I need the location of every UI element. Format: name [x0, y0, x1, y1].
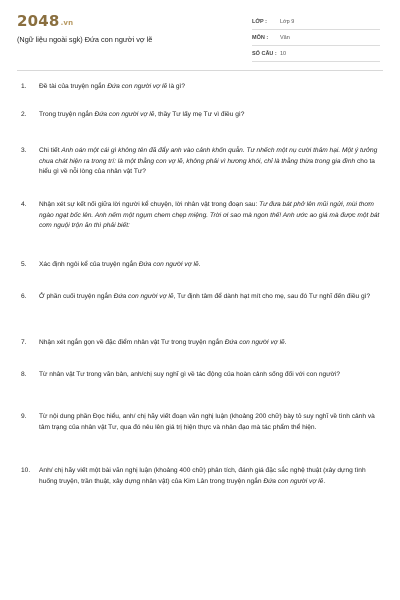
- meta-row-subject: [252, 30, 380, 46]
- question-text-italic: Đứa con người vợ lẽ: [263, 477, 324, 485]
- question-text-italic: Tư đưa bát phở lên mũi ngửi, mùi thơm ngào ngạt bốc lên. Anh nếm một ngụm chem chẹp miệng. Trời ơi sao mà ngon thế! Anh ước ao giá mà được một bát cơm nguội trộn ăn thì phải biết:: [39, 201, 380, 229]
- question-text: [39, 370, 381, 381]
- question-text-segment: , thầy Tư lấy mẹ Tư vì điều gì?: [154, 111, 245, 118]
- site-logo[interactable]: [17, 12, 73, 30]
- meta-label-subject: MÔN :: [252, 34, 269, 41]
- question-number: 7.: [21, 339, 27, 346]
- question-text-segment: Xác định ngôi kể của truyện ngắn: [39, 261, 139, 268]
- question-number: 8.: [21, 371, 27, 378]
- header: [0, 0, 400, 66]
- question-text-segment: Đề tài của truyện ngắn: [39, 83, 108, 90]
- meta-row-count: [252, 46, 380, 62]
- question-number: 2.: [21, 111, 27, 118]
- question-text-segment: Ở phần cuối truyện ngắn: [39, 293, 114, 300]
- question-text-segment: Chi tiết: [39, 147, 62, 154]
- question-text-italic: Đứa con người vợ lẽ: [113, 293, 174, 300]
- question-number: 1.: [21, 83, 27, 90]
- question-text-segment: .: [323, 477, 326, 485]
- question-text-segment: cho ta hiểu gì về nỗi lòng của nhân vật Tư?: [39, 157, 375, 175]
- header-divider: [17, 70, 383, 71]
- question-number: 10.: [21, 467, 31, 474]
- question-text: [39, 292, 381, 303]
- question-text-segment: , Tư định tâm để dành hạt mít cho mẹ, sau đó Tư nghĩ đến điều gì?: [173, 293, 371, 300]
- question-text-segment: Nhận xét sự kết nối giữa lời người kể chuyện, lời nhân vật trong đoạn sau:: [39, 201, 260, 208]
- question-text-segment: Anh/ chị hãy viết một bài văn nghị luận (khoảng 400 chữ) phân tích, đánh giá đặc sắc nghệ thuật (xây dựng tình huống truyện, trần thuật, xây dựng nhân vật) của Kim Lân trong truyện ngắn: [39, 467, 366, 485]
- question-text-italic: Đứa con người vợ lẽ: [94, 111, 155, 118]
- question-text-italic: Đứa con người vợ lẽ: [138, 261, 199, 268]
- logo-main-text: 2048: [17, 12, 60, 30]
- meta-value-count: 10: [280, 50, 287, 57]
- question-text: [39, 82, 381, 93]
- document-title: (Ngữ liệu ngoài sgk) Đứa con người vợ lẽ: [17, 35, 153, 44]
- question-text-segment: Nhận xét ngắn gọn về đặc điểm nhân vật Tư trong truyện ngắn: [39, 339, 225, 346]
- logo-tld-text: .vn: [60, 19, 74, 27]
- question-text: [39, 110, 381, 121]
- question-text: [39, 146, 381, 178]
- question-number: 6.: [21, 293, 27, 300]
- question-text-italic: Đứa con người vợ lẽ: [224, 339, 285, 346]
- question-text: [39, 466, 381, 487]
- question-number: 4.: [21, 201, 27, 208]
- meta-label-grade: LỚP :: [252, 18, 267, 25]
- question-text: [39, 200, 381, 232]
- meta-label-count: SỐ CÂU :: [252, 50, 277, 57]
- meta-row-grade: [252, 14, 380, 30]
- question-text-segment: Từ nhân vật Tư trong văn bản, anh/chị suy nghĩ gì về tác động của hoàn cảnh sống đối với con người?: [39, 371, 341, 378]
- question-text-italic: Anh oán một cái gì không tên đã đẩy anh vào cảnh khốn quẫn. Tư nhếch một nụ cười thảm hại. Một ý tưởng chua chát hiện ra trong trí: là một thằng con vợ lẽ, không phải vì hương khói, chỉ là thằng thừa trong gia đình: [39, 147, 378, 165]
- question-text-segment: Trong truyện ngắn: [39, 111, 95, 118]
- question-text-segment: .: [198, 261, 201, 268]
- question-text-segment: là gì?: [167, 83, 186, 90]
- question-text-segment: Từ nội dung phần Đọc hiểu, anh/ chị hãy viết đoạn văn nghị luận (khoảng 200 chữ) bày tỏ suy nghĩ về tình cảnh và tâm trạng của nhân vật Tư, qua đó nêu lên giá trị hiện thực và nhân đạo mà tác phẩm thể hiện.: [39, 413, 375, 431]
- question-number: 5.: [21, 261, 27, 268]
- question-text-italic: Đứa con người vợ lẽ: [107, 83, 168, 90]
- meta-table: [252, 14, 380, 62]
- question-text: [39, 260, 381, 271]
- question-text-segment: .: [284, 339, 287, 346]
- question-text: [39, 338, 381, 349]
- meta-value-grade: Lớp 9: [280, 18, 295, 25]
- question-number: 9.: [21, 413, 27, 420]
- meta-value-subject: Văn: [280, 34, 290, 41]
- question-number: 3.: [21, 147, 27, 154]
- question-text: [39, 412, 381, 433]
